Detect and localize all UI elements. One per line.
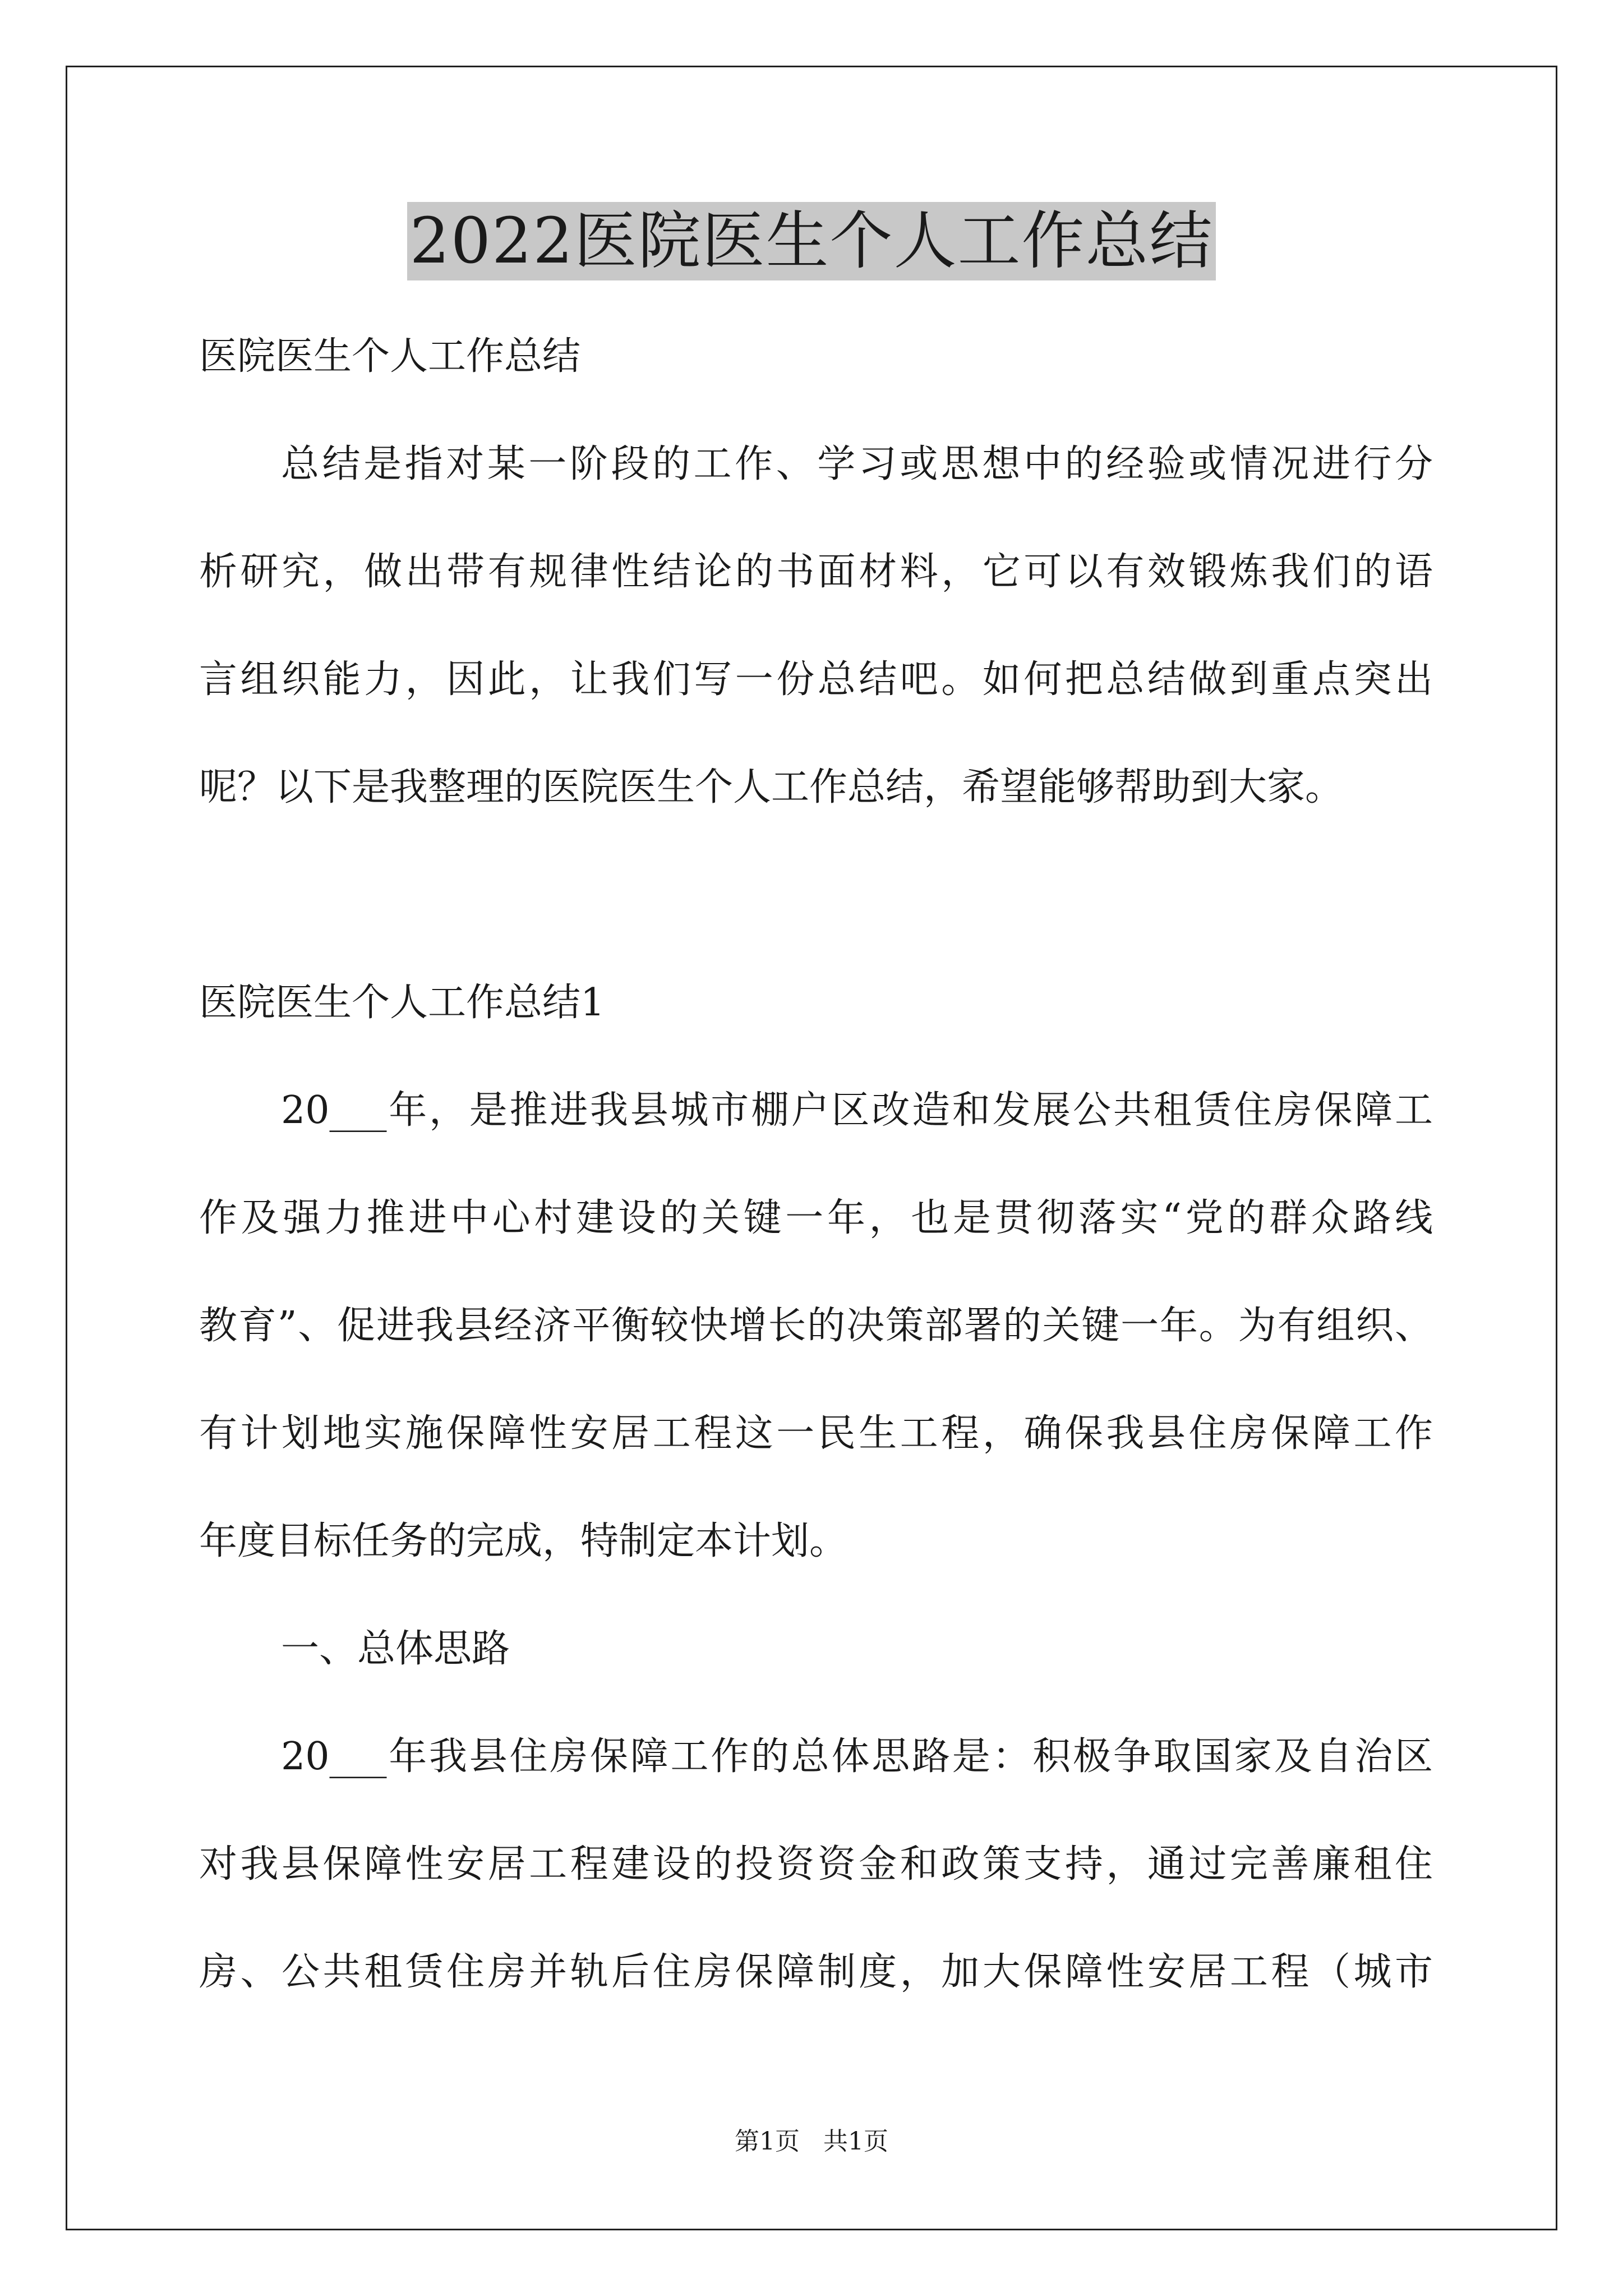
paragraph-line: 对我县保障性安居工程建设的投资资金和政策支持，通过完善廉租住 [199,1842,1433,1887]
paragraph-line: 有计划地实施保障性安居工程这一民生工程，确保我县住房保障工作 [199,1411,1433,1456]
paragraph-line: 年度目标任务的完成，特制定本计划。 [199,1519,848,1563]
paragraph-line: 总结是指对某一阶段的工作、学习或思想中的经验或情况进行分 [281,442,1433,486]
paragraph-line: 言组织能力，因此，让我们写一份总结吧。如何把总结做到重点突出 [199,657,1433,702]
paragraph-line: 20___年，是推进我县城市棚户区改造和发展公共租赁住房保障工 [281,1088,1433,1133]
section-heading: 医院医生个人工作总结1 [199,981,605,1025]
paragraph-line: 教育”、促进我县经济平衡较快增长的决策部署的关键一年。为有组织、 [199,1304,1433,1348]
paragraph-line: 作及强力推进中心村建设的关键一年，也是贯彻落实“党的群众路线 [199,1196,1433,1240]
page-footer: 第1页 共1页 [735,2127,888,2156]
document-title: 2022医院医生个人工作总结 [407,202,1215,280]
paragraph-line: 析研究，做出带有规律性结论的书面材料，它可以有效锻炼我们的语 [199,550,1433,594]
subtitle: 医院医生个人工作总结 [199,334,581,379]
paragraph-line: 20___年我县住房保障工作的总体思路是：积极争取国家及自治区 [281,1734,1433,1779]
subheading: 一、总体思路 [281,1627,510,1671]
title-container [0,202,1623,280]
paragraph-line: 房、公共租赁住房并轨后住房保障制度，加大保障性安居工程（城市 [199,1950,1433,1994]
paragraph-line: 呢？以下是我整理的医院医生个人工作总结，希望能够帮助到大家。 [199,765,1344,809]
document-body [199,303,1433,2026]
